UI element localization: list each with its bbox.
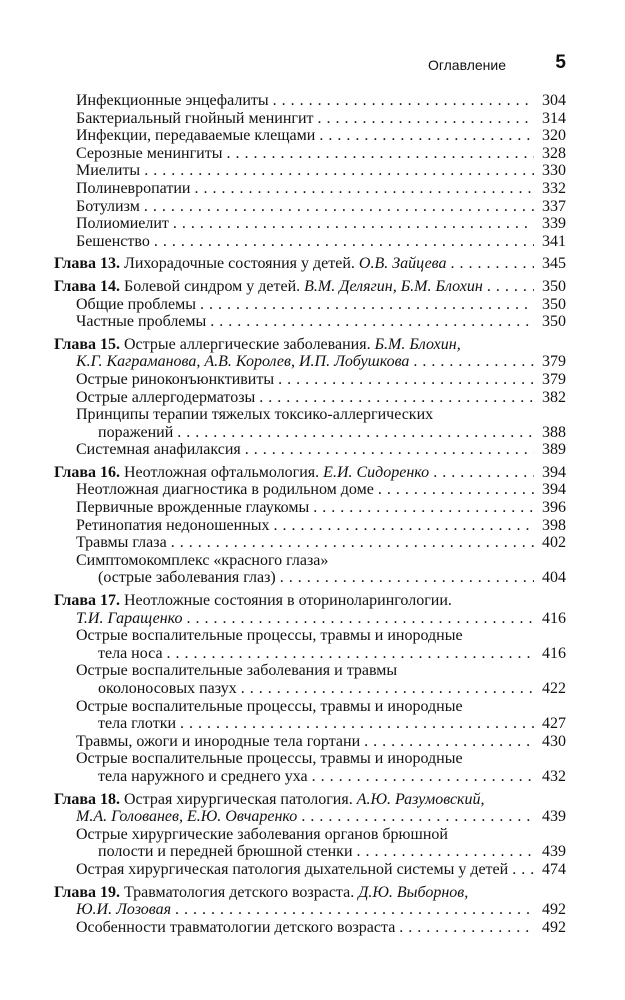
- toc-leader: [313, 499, 534, 517]
- toc-entry-page: 304: [542, 92, 566, 109]
- toc-entry-title: Особенности травматологии детского возраста: [76, 918, 396, 936]
- toc-entry[interactable]: [54, 919, 566, 937]
- toc-entry[interactable]: [54, 534, 566, 552]
- toc-entry[interactable]: [54, 313, 566, 331]
- toc-chapter-16[interactable]: [54, 464, 566, 482]
- toc-entry-page: 416: [542, 609, 566, 627]
- toc-entry[interactable]: [54, 406, 566, 441]
- toc-entry-page: 394: [542, 463, 566, 481]
- toc-entry[interactable]: [54, 145, 566, 163]
- toc-leader: [301, 808, 534, 826]
- chapter-title: Травматология детского возраста.: [124, 883, 355, 901]
- chapter-title: Острая хирургическая патология.: [124, 790, 353, 808]
- toc-entry[interactable]: [54, 750, 566, 785]
- chapter-title: Лихорадочные состояния у детей.: [124, 255, 355, 273]
- toc-entry-title: Системная анафилаксия: [76, 441, 241, 459]
- toc-entry[interactable]: [54, 215, 566, 233]
- running-head-title: Оглавление: [427, 57, 506, 73]
- toc-entry-title: Полиомиелит: [76, 215, 169, 233]
- toc-entry-page: 330: [542, 162, 566, 180]
- toc-entry-page: 394: [542, 481, 566, 499]
- toc-entry-page: 388: [542, 423, 566, 441]
- toc-entry-page: 379: [542, 353, 566, 371]
- toc-entry[interactable]: [54, 481, 566, 499]
- chapter-title: Болевой синдром у детей.: [124, 277, 301, 295]
- toc-chapter-13[interactable]: [54, 255, 566, 273]
- toc-chapter-15[interactable]: [54, 336, 566, 371]
- toc-leader: [245, 441, 534, 459]
- toc-entry[interactable]: [54, 517, 566, 535]
- toc-entry-title: Инфекционные энцефалиты: [76, 92, 269, 109]
- toc-entry-page: 350: [542, 277, 566, 295]
- chapter-authors: Б.М. Блохин,: [374, 335, 461, 353]
- toc-entry-title-continued: поражений: [98, 423, 174, 441]
- chapter-authors: Е.И. Сидоренко: [323, 463, 430, 481]
- toc-leader: [357, 843, 534, 861]
- toc-chapter-14[interactable]: [54, 278, 566, 296]
- toc-entry-title: Миелиты: [76, 162, 141, 180]
- toc-leader: [241, 680, 534, 698]
- toc-entry-page: 379: [542, 370, 566, 388]
- toc-entry-title: Травмы, ожоги и инородные тела гортани: [76, 732, 361, 750]
- chapter-label: Глава 17.: [54, 592, 120, 610]
- chapter-label: Глава 14.: [54, 277, 120, 295]
- chapter-authors: О.В. Зайцева: [358, 255, 447, 273]
- toc-entry[interactable]: [54, 127, 566, 145]
- toc-entry-page: 492: [542, 918, 566, 936]
- toc-entry[interactable]: [54, 441, 566, 459]
- toc-entry-page: 396: [542, 499, 566, 517]
- toc-entry-page: 341: [542, 232, 566, 250]
- toc-entry-page: 345: [542, 255, 566, 273]
- toc-entry-title: Острые воспалительные заболевания и травмы: [76, 662, 398, 680]
- toc-entry-page: 432: [542, 767, 566, 785]
- chapter-authors: Т.И. Гаращенко: [76, 609, 183, 627]
- toc-leader: [171, 534, 534, 552]
- toc-leader: [173, 215, 534, 233]
- toc-leader: [413, 353, 534, 371]
- toc-leader: [187, 610, 534, 628]
- toc-leader: [200, 296, 534, 314]
- toc-leader: [378, 481, 534, 499]
- chapter-title: Неотложная офтальмология.: [124, 463, 320, 481]
- toc-entry-page: 404: [542, 569, 566, 587]
- toc-leader: [274, 517, 534, 535]
- toc-entry-title: Острые воспалительные процессы, травмы и инородные: [76, 627, 463, 645]
- toc-chapter-19[interactable]: [54, 884, 566, 919]
- chapter-title: Неотложные состояния в оториноларингологии.: [124, 592, 452, 610]
- toc-entry-page: 350: [542, 295, 566, 313]
- toc-leader: [512, 861, 534, 879]
- toc-leader: [144, 162, 534, 180]
- toc-leader: [154, 233, 534, 251]
- toc-entry-title: Частные проблемы: [76, 313, 207, 331]
- chapter-label: Глава 18.: [54, 790, 120, 808]
- toc-leader: [312, 768, 534, 786]
- toc-leader: [177, 424, 534, 442]
- toc-entry-title: Острая хирургическая патология дыхательной системы у детей: [76, 860, 509, 878]
- toc-entry[interactable]: [54, 499, 566, 517]
- toc-entry[interactable]: [54, 180, 566, 198]
- toc-entry-title-continued: тела наружного и среднего уха: [98, 767, 308, 785]
- toc-entry[interactable]: [54, 296, 566, 314]
- toc-entry-title: Симптомокомплекс «красного глаза»: [76, 551, 329, 569]
- toc-entry[interactable]: [54, 733, 566, 751]
- toc-leader: [226, 145, 534, 163]
- toc-entry-page: 439: [542, 808, 566, 826]
- toc-entry-page: 439: [542, 843, 566, 861]
- toc-leader: [180, 715, 534, 733]
- chapter-authors-continued: М.А. Голованев, Е.Ю. Овчаренко: [76, 808, 298, 826]
- toc-leader: [194, 180, 534, 198]
- toc-entry-title: Инфекции, передаваемые клещами: [76, 127, 316, 145]
- toc-entry[interactable]: [54, 389, 566, 407]
- chapter-authors: Д.Ю. Выборнов,: [358, 883, 469, 901]
- chapter-title: Острые аллергические заболевания.: [124, 335, 371, 353]
- chapter-authors-continued: Ю.И. Лозовая: [76, 901, 171, 919]
- toc-entry[interactable]: [54, 698, 566, 733]
- toc-entry-title-continued: тела глотки: [98, 715, 177, 733]
- toc-entry-title-continued: тела носа: [98, 644, 163, 662]
- toc-leader: [399, 919, 534, 937]
- toc-leader: [278, 371, 534, 389]
- chapter-authors: А.Ю. Разумовский,: [356, 790, 485, 808]
- toc-leader: [364, 733, 534, 751]
- toc-chapter-18[interactable]: [54, 791, 566, 826]
- toc-entry[interactable]: [54, 861, 566, 879]
- toc-entry[interactable]: [54, 110, 566, 128]
- toc-entry-page: 402: [542, 534, 566, 552]
- toc-entry[interactable]: [54, 371, 566, 389]
- toc-chapter-17[interactable]: [54, 592, 566, 627]
- toc-leader: [175, 901, 534, 919]
- toc-entry-title: Принципы терапии тяжелых токсико-аллергических: [76, 406, 434, 424]
- chapter-label: Глава 16.: [54, 463, 120, 481]
- toc-leader: [280, 569, 534, 587]
- toc-entry-page: 389: [542, 441, 566, 459]
- running-head: [60, 52, 566, 82]
- toc-leader: [167, 645, 534, 663]
- toc-entry-page: 474: [542, 860, 566, 878]
- toc-entry-title: Острые воспалительные процессы, травмы и инородные: [76, 697, 463, 715]
- toc-entry-title-continued: околоносовых пазух: [98, 680, 237, 697]
- toc-entry-title: Полиневропатии: [76, 179, 191, 197]
- toc-leader: [319, 127, 534, 145]
- toc-entry-title: Неотложная диагностика в родильном доме: [76, 481, 374, 499]
- toc-leader: [259, 389, 534, 407]
- toc-entry-page: 416: [542, 644, 566, 662]
- table-of-contents: [54, 92, 566, 936]
- page-number: 5: [555, 52, 566, 73]
- toc-leader: [487, 278, 534, 296]
- chapter-label: Глава 13.: [54, 255, 120, 273]
- toc-entry-title-continued: полости и передней брюшной стенки: [98, 843, 353, 861]
- toc-entry[interactable]: [54, 162, 566, 180]
- toc-entry-page: 398: [542, 516, 566, 534]
- chapter-authors: В.М. Делягин, Б.М. Блохин: [304, 277, 483, 295]
- toc-leader: [451, 255, 534, 273]
- toc-leader: [273, 92, 534, 110]
- toc-entry-title: Острые воспалительные процессы, травмы и инородные: [76, 750, 463, 768]
- toc-entry-title: Бешенство: [76, 232, 150, 250]
- toc-entry-title: Общие проблемы: [76, 295, 196, 313]
- toc-leader: [318, 110, 535, 128]
- toc-entry-title: Острые риноконъюнктивиты: [76, 370, 275, 388]
- toc-entry-page: 430: [542, 732, 566, 750]
- toc-entry-page: 492: [542, 901, 566, 919]
- toc-entry-page: 350: [542, 313, 566, 331]
- toc-entry[interactable]: [54, 552, 566, 587]
- toc-entry-title: Острые хирургические заболевания органов брюшной: [76, 825, 448, 843]
- toc-entry-page: 337: [542, 197, 566, 215]
- toc-entry[interactable]: [54, 662, 566, 697]
- toc-entry-page: 314: [542, 109, 566, 127]
- toc-entry-page: 382: [542, 388, 566, 406]
- toc-leader: [144, 198, 534, 216]
- toc-entry-page: 427: [542, 715, 566, 733]
- chapter-label: Глава 15.: [54, 335, 120, 353]
- toc-leader: [433, 464, 534, 482]
- toc-entry-page: 339: [542, 215, 566, 233]
- toc-entry[interactable]: [54, 627, 566, 662]
- toc-entry-title: Травмы глаза: [76, 534, 167, 552]
- chapter-authors-continued: К.Г. Каграманова, А.В. Королев, И.П. Лобушкова: [76, 353, 410, 371]
- toc-entry-title: Бактериальный гнойный менингит: [76, 109, 314, 127]
- toc-entry[interactable]: [54, 233, 566, 251]
- toc-leader: [210, 313, 534, 331]
- toc-entry-page: 320: [542, 127, 566, 145]
- toc-entry-title: Острые аллергодерматозы: [76, 388, 256, 406]
- toc-entry-title: Первичные врожденные глаукомы: [76, 499, 310, 517]
- toc-entry[interactable]: [54, 92, 566, 110]
- toc-entry-title: Серозные менингиты: [76, 144, 223, 162]
- toc-entry[interactable]: [54, 826, 566, 861]
- toc-entry-page: 422: [542, 680, 566, 697]
- toc-entry-title: Ретинопатия недоношенных: [76, 516, 270, 534]
- toc-entry[interactable]: [54, 198, 566, 216]
- toc-entry-title-continued: (острые заболевания глаз): [98, 569, 276, 587]
- toc-entry-page: 328: [542, 144, 566, 162]
- toc-entry-page: 332: [542, 179, 566, 197]
- toc-entry-title: Ботулизм: [76, 197, 140, 215]
- chapter-label: Глава 19.: [54, 883, 120, 901]
